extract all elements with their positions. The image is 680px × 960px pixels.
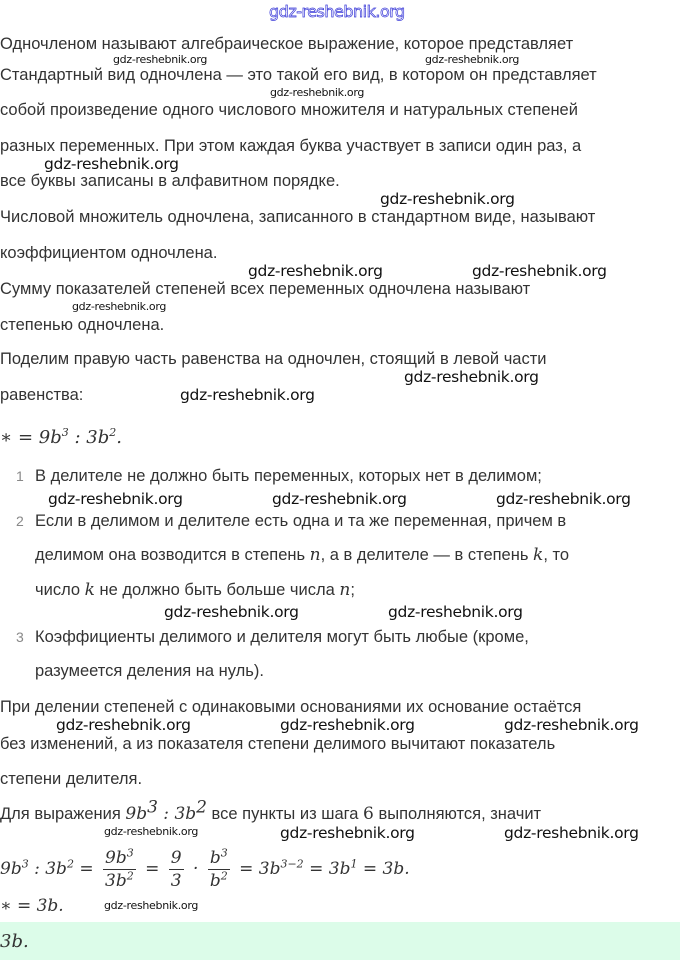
paragraph-line: собой произведение одного числового множителя и натуральных степеней	[0, 101, 578, 119]
list-number: 3	[16, 629, 24, 645]
paragraph-line: Поделим правую часть равенства на одночлен, стоящий в левой части	[0, 350, 547, 368]
fraction: $\frac{9}{3}$	[170, 848, 182, 891]
watermark: gdz-reshebnik.org	[272, 490, 407, 508]
conclusion-line: Для выражения $9b^3$ : $3b^2$ все пункты из шага 6 выполняются, значит	[0, 797, 542, 824]
paragraph-line: Числовой множитель одночлена, записанного в стандартном виде, называют	[0, 208, 596, 226]
watermark: gdz-reshebnik.org	[380, 190, 515, 208]
watermark: gdz-reshebnik.org	[425, 53, 520, 66]
paragraph-line: Сумму показателей степеней всех переменных одночлена называют	[0, 280, 531, 298]
watermark: gdz-reshebnik.org	[404, 368, 539, 386]
list-item-text: Если в делимом и делителе есть одна и та же переменная, причем в	[35, 512, 567, 530]
watermark: gdz-reshebnik.org	[248, 262, 383, 280]
paragraph-line: разных переменных. При этом каждая буква участвует в записи один раз, а	[0, 137, 582, 155]
watermark: gdz-reshebnik.org	[164, 603, 299, 621]
list-number: 2	[16, 513, 24, 529]
list-item-text: разумеется деления на нуль).	[35, 662, 264, 680]
paragraph-line: без изменений, а из показателя степени делимого вычитают показатель	[0, 735, 556, 753]
paragraph-line: коэффициентом одночлена.	[0, 244, 218, 262]
answer-box	[0, 922, 680, 960]
fraction: $\frac{9b^3}{3b^2}$	[105, 846, 134, 891]
paragraph-line: степенью одночлена.	[0, 316, 165, 334]
paragraph-line: равенства:	[0, 386, 84, 404]
list-number: 1	[16, 468, 24, 484]
watermark: gdz-reshebnik.org	[270, 86, 365, 99]
watermark: gdz-reshebnik.org	[104, 825, 199, 838]
watermark: gdz-reshebnik.org	[472, 262, 607, 280]
watermark: gdz-reshebnik.org	[104, 899, 199, 912]
watermark: gdz-reshebnik.org	[44, 155, 179, 173]
watermark: gdz-reshebnik.org	[504, 716, 639, 734]
paragraph-line: степени делителя.	[0, 770, 143, 788]
list-item-text: делимом она возводится в степень n, а в делителе — в степень k, то	[35, 545, 570, 565]
result-line: ∗ = 3b.	[0, 896, 64, 916]
answer-text: 3b.	[0, 931, 29, 952]
watermark: gdz-reshebnik.org	[56, 716, 191, 734]
list-item-text: В делителе не должно быть переменных, которых нет в делимом;	[35, 467, 542, 485]
list-item-text: Коэффициенты делимого и делителя могут быть любые (кроме,	[35, 628, 529, 646]
paragraph-line: Одночленом называют алгебраическое выражение, которое представляет	[0, 35, 574, 53]
site-watermark-header: gdz-reshebnik.org	[269, 2, 405, 21]
watermark: gdz-reshebnik.org	[496, 490, 631, 508]
watermark: gdz-reshebnik.org	[504, 824, 639, 842]
fraction: $\frac{b^3}{b^2}$	[209, 846, 228, 891]
paragraph-line: все буквы записаны в алфавитном порядке.	[0, 172, 340, 190]
watermark: gdz-reshebnik.org	[180, 386, 315, 404]
watermark: gdz-reshebnik.org	[388, 603, 523, 621]
watermark: gdz-reshebnik.org	[113, 53, 208, 66]
list-item-text: число k не должно быть больше числа n;	[35, 580, 355, 600]
watermark: gdz-reshebnik.org	[48, 490, 183, 508]
watermark: gdz-reshebnik.org	[280, 716, 415, 734]
paragraph-line: При делении степеней с одинаковыми основаниями их основание остаётся	[0, 698, 582, 716]
solution-equation: $9b^3$ : $3b^2$ = $\frac{9b^3}{3b^2}$ = $\frac{9}{3}$ · $\frac{b^3}{b^2}$ = $3b^{3-2} = 3b^1 = 3b$.	[0, 846, 410, 891]
paragraph-line: Стандартный вид одночлена — это такой его вид, в котором он представляет	[0, 66, 597, 84]
equation-1: ∗ = $9b^3$ : $3b^2$.	[0, 426, 122, 448]
watermark: gdz-reshebnik.org	[72, 300, 167, 313]
watermark: gdz-reshebnik.org	[280, 824, 415, 842]
